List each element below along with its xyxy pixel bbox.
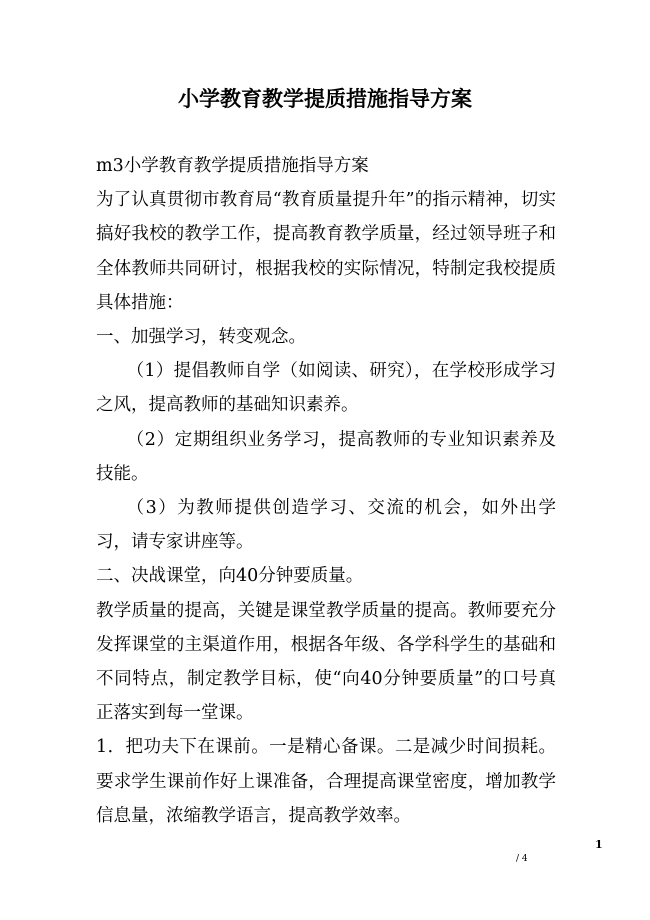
section-heading-2: 二、决战课堂，向40分钟要质量。 [96,566,364,587]
list-item-3: （3）为教师提供创造学习、交流的机会，如外出学习，请专家讲座等。 [96,498,556,553]
document-title: 小学教育教学提质措施指导方案 [178,86,472,111]
page-total: / 4 [516,854,528,864]
section-2-paragraph: 教学质量的提高，关键是课堂教学质量的提高。教师要充分发挥课堂的主渠道作用，根据各年级、各学科学生的基础和不同特点，制定教学目标，使“向40分钟要质量”的口号真正落实到每一堂课。 [96,600,556,724]
page-number: 1 [595,838,603,851]
section-heading-1: 一、加强学习，转变观念。 [96,327,306,348]
intro-paragraph: 为了认真贯彻市教育局“教育质量提升年”的指示精神，切实搞好我校的教学工作，提高教育教学质量，经过领导班子和全体教师共同研讨，根据我校的实际情况，特制定我校提质具体措施： [96,190,556,313]
document-body [96,149,556,833]
subtitle-line: m3小学教育教学提质措施指导方案 [96,156,369,176]
list-item-2: （2）定期组织业务学习，提高教师的专业知识素养及技能。 [96,429,556,484]
numbered-item-1: 1．把功夫下在课前。一是精心备课。二是减少时间损耗。要求学生课前作好上课准备，合理提高课堂密度，增加教学信息量，浓缩教学语言，提高教学效率。 [96,737,556,826]
list-item-1: （1）提倡教师自学（如阅读、研究），在学校形成学习之风，提高教师的基础知识素养。 [96,361,556,416]
